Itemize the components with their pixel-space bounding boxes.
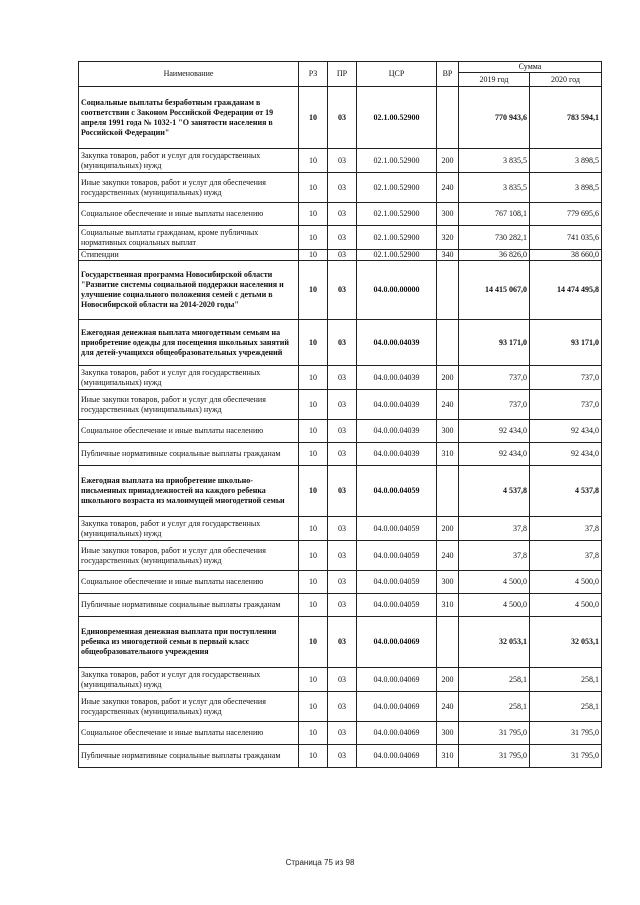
row-csr: 04.0.00.04059: [357, 466, 437, 517]
row-csr: 04.0.00.00000: [357, 261, 437, 320]
row-pr: 03: [328, 149, 357, 173]
row-sum-2020: 32 053,1: [530, 617, 602, 668]
table-row: [79, 320, 602, 366]
row-csr: 02.1.00.52900: [357, 250, 437, 261]
row-vr: 310: [437, 443, 459, 466]
row-pr: 03: [328, 571, 357, 594]
row-rz: 10: [299, 261, 328, 320]
row-csr: 04.0.00.04039: [357, 443, 437, 466]
row-sum-2019: 730 282,1: [459, 226, 530, 250]
row-pr: 03: [328, 173, 357, 203]
row-pr: 03: [328, 261, 357, 320]
row-vr: 200: [437, 366, 459, 390]
table-header: [79, 62, 602, 87]
row-name: Социальное обеспечение и иные выплаты населению: [79, 203, 299, 226]
row-csr: 02.1.00.52900: [357, 203, 437, 226]
row-name: Закупка товаров, работ и услуг для государственных (муниципальных) нужд: [79, 366, 299, 390]
row-vr: 200: [437, 668, 459, 692]
row-vr: [437, 87, 459, 149]
row-csr: 02.1.00.52900: [357, 173, 437, 203]
row-name: Социальное обеспечение и иные выплаты населению: [79, 722, 299, 745]
table-row: [79, 149, 602, 173]
row-sum-2020: 93 171,0: [530, 320, 602, 366]
budget-table: [78, 61, 602, 768]
row-csr: 02.1.00.52900: [357, 149, 437, 173]
row-name: Иные закупки товаров, работ и услуг для обеспечения государственных (муниципальных) нужд: [79, 541, 299, 571]
row-sum-2019: 3 835,5: [459, 149, 530, 173]
row-sum-2019: 4 537,8: [459, 466, 530, 517]
table-row: [79, 203, 602, 226]
row-vr: 340: [437, 250, 459, 261]
row-sum-2020: 741 035,6: [530, 226, 602, 250]
row-csr: 04.0.00.04039: [357, 420, 437, 443]
row-vr: 300: [437, 420, 459, 443]
row-csr: 04.0.00.04059: [357, 541, 437, 571]
row-csr: 04.0.00.04059: [357, 571, 437, 594]
table-row: [79, 261, 602, 320]
row-sum-2020: 31 795,0: [530, 745, 602, 768]
row-sum-2019: 37,8: [459, 541, 530, 571]
row-sum-2019: 4 500,0: [459, 594, 530, 617]
row-sum-2019: 32 053,1: [459, 617, 530, 668]
row-vr: 200: [437, 149, 459, 173]
row-name: Государственная программа Новосибирской области "Развитие системы социальной поддержки населения и улучшение социального положения семей с детьми в Новосибирской области на 2014-2020 годы": [79, 261, 299, 320]
header-rz: РЗ: [299, 62, 328, 87]
row-name: Публичные нормативные социальные выплаты гражданам: [79, 443, 299, 466]
row-sum-2020: 92 434,0: [530, 420, 602, 443]
row-csr: 04.0.00.04039: [357, 390, 437, 420]
row-csr: 04.0.00.04069: [357, 745, 437, 768]
row-sum-2020: 4 537,8: [530, 466, 602, 517]
row-sum-2020: 3 898,5: [530, 149, 602, 173]
table-row: [79, 226, 602, 250]
row-pr: 03: [328, 617, 357, 668]
row-rz: 10: [299, 745, 328, 768]
row-csr: 04.0.00.04069: [357, 722, 437, 745]
row-name: Социальное обеспечение и иные выплаты населению: [79, 420, 299, 443]
row-sum-2020: 779 695,6: [530, 203, 602, 226]
table-row: [79, 617, 602, 668]
header-vr: ВР: [437, 62, 459, 87]
row-sum-2020: 37,8: [530, 517, 602, 541]
table-row: [79, 594, 602, 617]
row-sum-2019: 14 415 067,0: [459, 261, 530, 320]
row-name: Социальное обеспечение и иные выплаты населению: [79, 571, 299, 594]
row-rz: 10: [299, 443, 328, 466]
row-vr: 310: [437, 594, 459, 617]
row-pr: 03: [328, 466, 357, 517]
row-pr: 03: [328, 390, 357, 420]
row-rz: 10: [299, 366, 328, 390]
row-sum-2019: 31 795,0: [459, 722, 530, 745]
row-name: Ежегодная выплата на приобретение школьно-письменных принадлежностей на каждого ребенка школьного возраста из малоимущей многодетной семьи: [79, 466, 299, 517]
row-csr: 04.0.00.04069: [357, 617, 437, 668]
row-sum-2019: 767 108,1: [459, 203, 530, 226]
row-name: Иные закупки товаров, работ и услуг для обеспечения государственных (муниципальных) нужд: [79, 692, 299, 722]
row-name: Закупка товаров, работ и услуг для государственных (муниципальных) нужд: [79, 668, 299, 692]
row-rz: 10: [299, 466, 328, 517]
row-sum-2019: 92 434,0: [459, 443, 530, 466]
row-name: Публичные нормативные социальные выплаты гражданам: [79, 745, 299, 768]
row-pr: 03: [328, 722, 357, 745]
row-sum-2019: 36 826,0: [459, 250, 530, 261]
header-sum: Сумма: [459, 62, 602, 73]
table-row: [79, 571, 602, 594]
row-pr: 03: [328, 366, 357, 390]
table-row: [79, 668, 602, 692]
row-sum-2019: 737,0: [459, 366, 530, 390]
row-pr: 03: [328, 745, 357, 768]
row-name: Социальные выплаты гражданам, кроме публичных нормативных социальных выплат: [79, 226, 299, 250]
row-sum-2020: 14 474 495,8: [530, 261, 602, 320]
row-name: Стипендии: [79, 250, 299, 261]
row-csr: 04.0.00.04039: [357, 366, 437, 390]
header-pr: ПР: [328, 62, 357, 87]
row-rz: 10: [299, 320, 328, 366]
row-name: Единовременная денежная выплата при поступлении ребенка из многодетной семьи в первый класс общеобразовательного учреждения: [79, 617, 299, 668]
row-pr: 03: [328, 443, 357, 466]
row-rz: 10: [299, 594, 328, 617]
row-rz: 10: [299, 541, 328, 571]
row-rz: 10: [299, 571, 328, 594]
row-sum-2019: 3 835,5: [459, 173, 530, 203]
row-name: Публичные нормативные социальные выплаты гражданам: [79, 594, 299, 617]
row-pr: 03: [328, 87, 357, 149]
row-sum-2020: 37,8: [530, 541, 602, 571]
table-row: [79, 250, 602, 261]
row-sum-2020: 38 660,0: [530, 250, 602, 261]
row-rz: 10: [299, 226, 328, 250]
row-rz: 10: [299, 203, 328, 226]
table-row: [79, 692, 602, 722]
row-sum-2020: 737,0: [530, 390, 602, 420]
row-vr: 310: [437, 745, 459, 768]
header-year-2020: 2020 год: [530, 73, 602, 87]
header-csr: ЦСР: [357, 62, 437, 87]
row-rz: 10: [299, 173, 328, 203]
row-vr: 240: [437, 173, 459, 203]
row-sum-2020: 4 500,0: [530, 594, 602, 617]
table-row: [79, 443, 602, 466]
row-sum-2020: 783 594,1: [530, 87, 602, 149]
row-sum-2020: 258,1: [530, 692, 602, 722]
row-sum-2019: 92 434,0: [459, 420, 530, 443]
row-name: Иные закупки товаров, работ и услуг для обеспечения государственных (муниципальных) нужд: [79, 173, 299, 203]
row-rz: 10: [299, 692, 328, 722]
row-vr: [437, 261, 459, 320]
row-pr: 03: [328, 320, 357, 366]
table-row: [79, 745, 602, 768]
row-csr: 02.1.00.52900: [357, 87, 437, 149]
row-csr: 04.0.00.04069: [357, 668, 437, 692]
row-rz: 10: [299, 420, 328, 443]
row-rz: 10: [299, 149, 328, 173]
row-csr: 04.0.00.04059: [357, 594, 437, 617]
row-pr: 03: [328, 250, 357, 261]
row-sum-2020: 4 500,0: [530, 571, 602, 594]
row-sum-2020: 3 898,5: [530, 173, 602, 203]
row-rz: 10: [299, 722, 328, 745]
table-row: [79, 466, 602, 517]
row-pr: 03: [328, 541, 357, 571]
row-vr: 320: [437, 226, 459, 250]
row-vr: 300: [437, 571, 459, 594]
row-sum-2020: 258,1: [530, 668, 602, 692]
row-vr: 300: [437, 722, 459, 745]
row-sum-2019: 770 943,6: [459, 87, 530, 149]
row-name: Иные закупки товаров, работ и услуг для обеспечения государственных (муниципальных) нужд: [79, 390, 299, 420]
table-row: [79, 173, 602, 203]
row-sum-2019: 258,1: [459, 668, 530, 692]
table-row: [79, 517, 602, 541]
row-csr: 04.0.00.04039: [357, 320, 437, 366]
table-row: [79, 390, 602, 420]
row-csr: 04.0.00.04069: [357, 692, 437, 722]
table-row: [79, 87, 602, 149]
row-csr: 02.1.00.52900: [357, 226, 437, 250]
row-sum-2019: 31 795,0: [459, 745, 530, 768]
page-number: Страница 75 из 98: [285, 858, 355, 867]
row-rz: 10: [299, 517, 328, 541]
row-vr: [437, 320, 459, 366]
row-pr: 03: [328, 420, 357, 443]
row-sum-2019: 737,0: [459, 390, 530, 420]
row-sum-2019: 37,8: [459, 517, 530, 541]
row-vr: 200: [437, 517, 459, 541]
row-name: Ежегодная денежная выплата многодетным семьям на приобретение одежды для посещения школьных занятий для детей-учащихся общеобразовательных учреждений: [79, 320, 299, 366]
table-row: [79, 366, 602, 390]
row-name: Закупка товаров, работ и услуг для государственных (муниципальных) нужд: [79, 149, 299, 173]
row-vr: 300: [437, 203, 459, 226]
row-sum-2019: 93 171,0: [459, 320, 530, 366]
table-body: [79, 87, 602, 768]
row-name: Закупка товаров, работ и услуг для государственных (муниципальных) нужд: [79, 517, 299, 541]
row-sum-2020: 31 795,0: [530, 722, 602, 745]
row-pr: 03: [328, 226, 357, 250]
row-name: Социальные выплаты безработным гражданам в соответствии с Законом Российской Федерации от 19 апреля 1991 года № 1032-1 "О занятости населения в Российской Федерации": [79, 87, 299, 149]
row-pr: 03: [328, 692, 357, 722]
row-vr: 240: [437, 390, 459, 420]
row-sum-2019: 258,1: [459, 692, 530, 722]
row-rz: 10: [299, 390, 328, 420]
row-sum-2020: 92 434,0: [530, 443, 602, 466]
table-row: [79, 722, 602, 745]
table-row: [79, 541, 602, 571]
row-rz: 10: [299, 668, 328, 692]
header-year-2019: 2019 год: [459, 73, 530, 87]
row-rz: 10: [299, 250, 328, 261]
row-csr: 04.0.00.04059: [357, 517, 437, 541]
row-vr: [437, 466, 459, 517]
row-pr: 03: [328, 203, 357, 226]
row-rz: 10: [299, 87, 328, 149]
row-rz: 10: [299, 617, 328, 668]
row-pr: 03: [328, 668, 357, 692]
row-sum-2019: 4 500,0: [459, 571, 530, 594]
row-vr: 240: [437, 541, 459, 571]
table-row: [79, 420, 602, 443]
row-sum-2020: 737,0: [530, 366, 602, 390]
row-pr: 03: [328, 594, 357, 617]
row-vr: 240: [437, 692, 459, 722]
row-pr: 03: [328, 517, 357, 541]
row-vr: [437, 617, 459, 668]
header-name: Наименование: [79, 62, 299, 87]
